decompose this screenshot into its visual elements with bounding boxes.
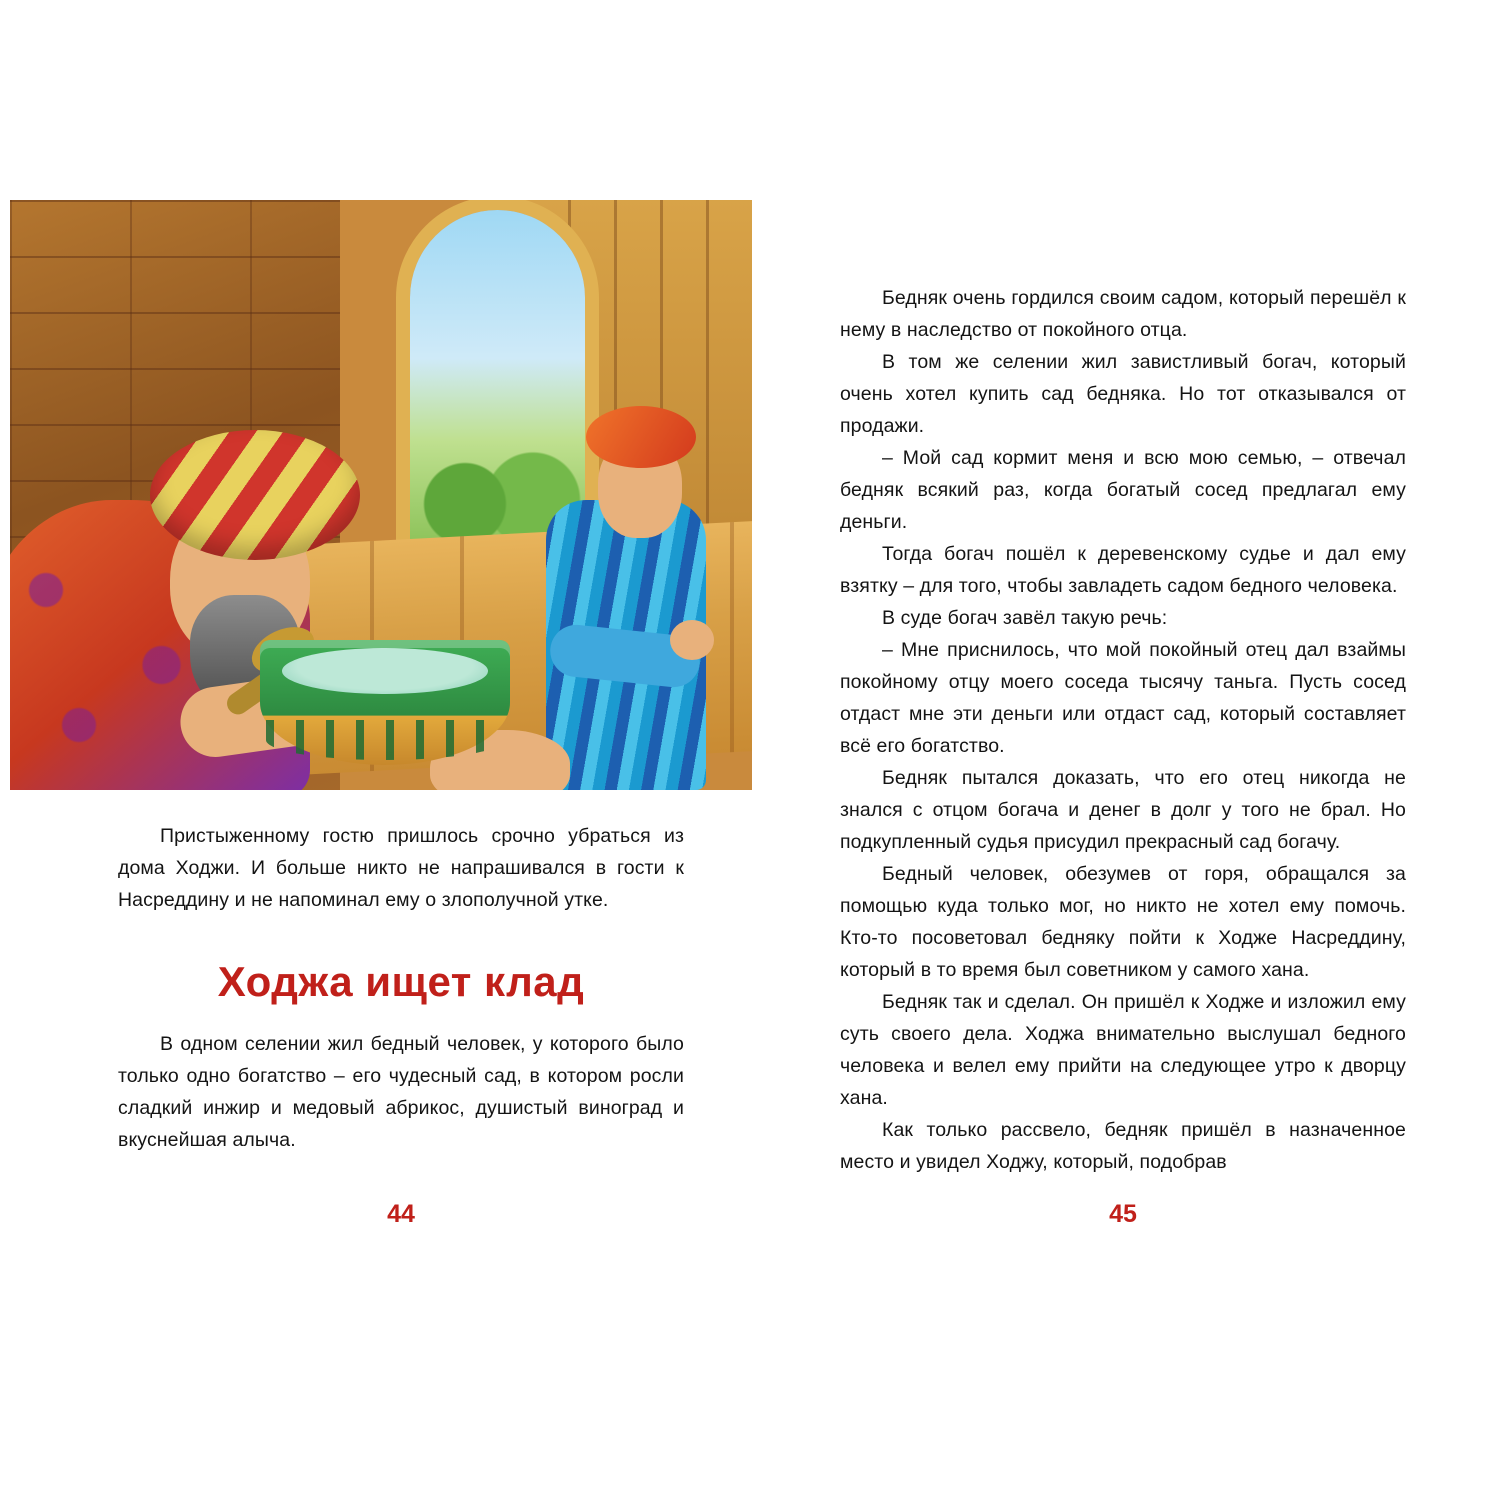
paragraph: Как только рассвело, бедняк пришёл в назначенное место и увидел Ходжу, который, подобрав (840, 1119, 1406, 1173)
story-illustration (10, 200, 752, 790)
paragraph: В суде богач завёл такую речь: (882, 607, 1168, 629)
guest-turban-shape (586, 406, 696, 468)
paragraph: Пристыженному гостю пришлось срочно убраться из дома Ходжи. И больше никто не напрашивался в гости к Насреддину и не напоминал ему о злополучной утке. (118, 825, 684, 911)
left-page (10, 200, 684, 1260)
illustration-artwork (10, 200, 752, 790)
story-title: Ходжа ищет клад (217, 958, 585, 1005)
paragraph: – Мне приснилось, что мой покойный отец дал взаймы покойному отцу моего соседа тысячу таньга. Пусть сосед отдаст мне эти деньги или отдаст сад, который составляет всё его богатство. (840, 639, 1406, 757)
story-paragraphs (118, 1028, 684, 1156)
paragraph: Бедняк очень гордился своим садом, который перешёл к нему в наследство от покойного отца. (840, 287, 1406, 341)
right-page-text-column (840, 282, 1406, 1178)
hodja-turban-shape (150, 430, 360, 560)
intro-paragraphs (118, 820, 684, 916)
paragraph: – Мой сад кормит меня и всю мою семью, – отвечал бедняк всякий раз, когда богатый сосед предлагал ему деньги. (840, 447, 1406, 533)
bowl-decoration-shape (266, 720, 504, 760)
bowl-water-shape (282, 648, 488, 694)
paragraph: Бедняк так и сделал. Он пришёл к Ходже и изложил ему суть своего дела. Ходжа внимательно выслушал бедного человека и велел ему прийти на следующее утро к дворцу хана. (840, 991, 1406, 1109)
paragraph: Бедный человек, обезумев от горя, обращался за помощью куда только мог, но никто не хотел ему помочь. Кто-то посоветовал бедняку пойти к Ходже Насреддину, который в то время был советником у самого хана. (840, 863, 1406, 981)
page-number-left: 44 (387, 1200, 415, 1228)
paragraph: В одном селении жил бедный человек, у которого было только одно богатство – его чудесный сад, в котором росли сладкий инжир и медовый абрикос, душистый виноград и вкуснейшая алыча. (118, 1033, 684, 1151)
paragraph: Бедняк пытался доказать, что его отец никогда не знался с отцом богача и денег в долг у того не брал. Но подкупленный судья присудил прекрасный сад богачу. (840, 767, 1406, 853)
page-number-right: 45 (1109, 1200, 1137, 1228)
paragraph: Тогда богач пошёл к деревенскому судье и дал ему взятку – для того, чтобы завладеть садом бедного человека. (840, 543, 1406, 597)
guest-hand-shape (670, 620, 714, 660)
right-page (840, 200, 1450, 1260)
left-page-text-column (118, 820, 684, 1156)
paragraph: В том же селении жил завистливый богач, который очень хотел купить сад бедняка. Но тот отказывался от продажи. (840, 351, 1406, 437)
